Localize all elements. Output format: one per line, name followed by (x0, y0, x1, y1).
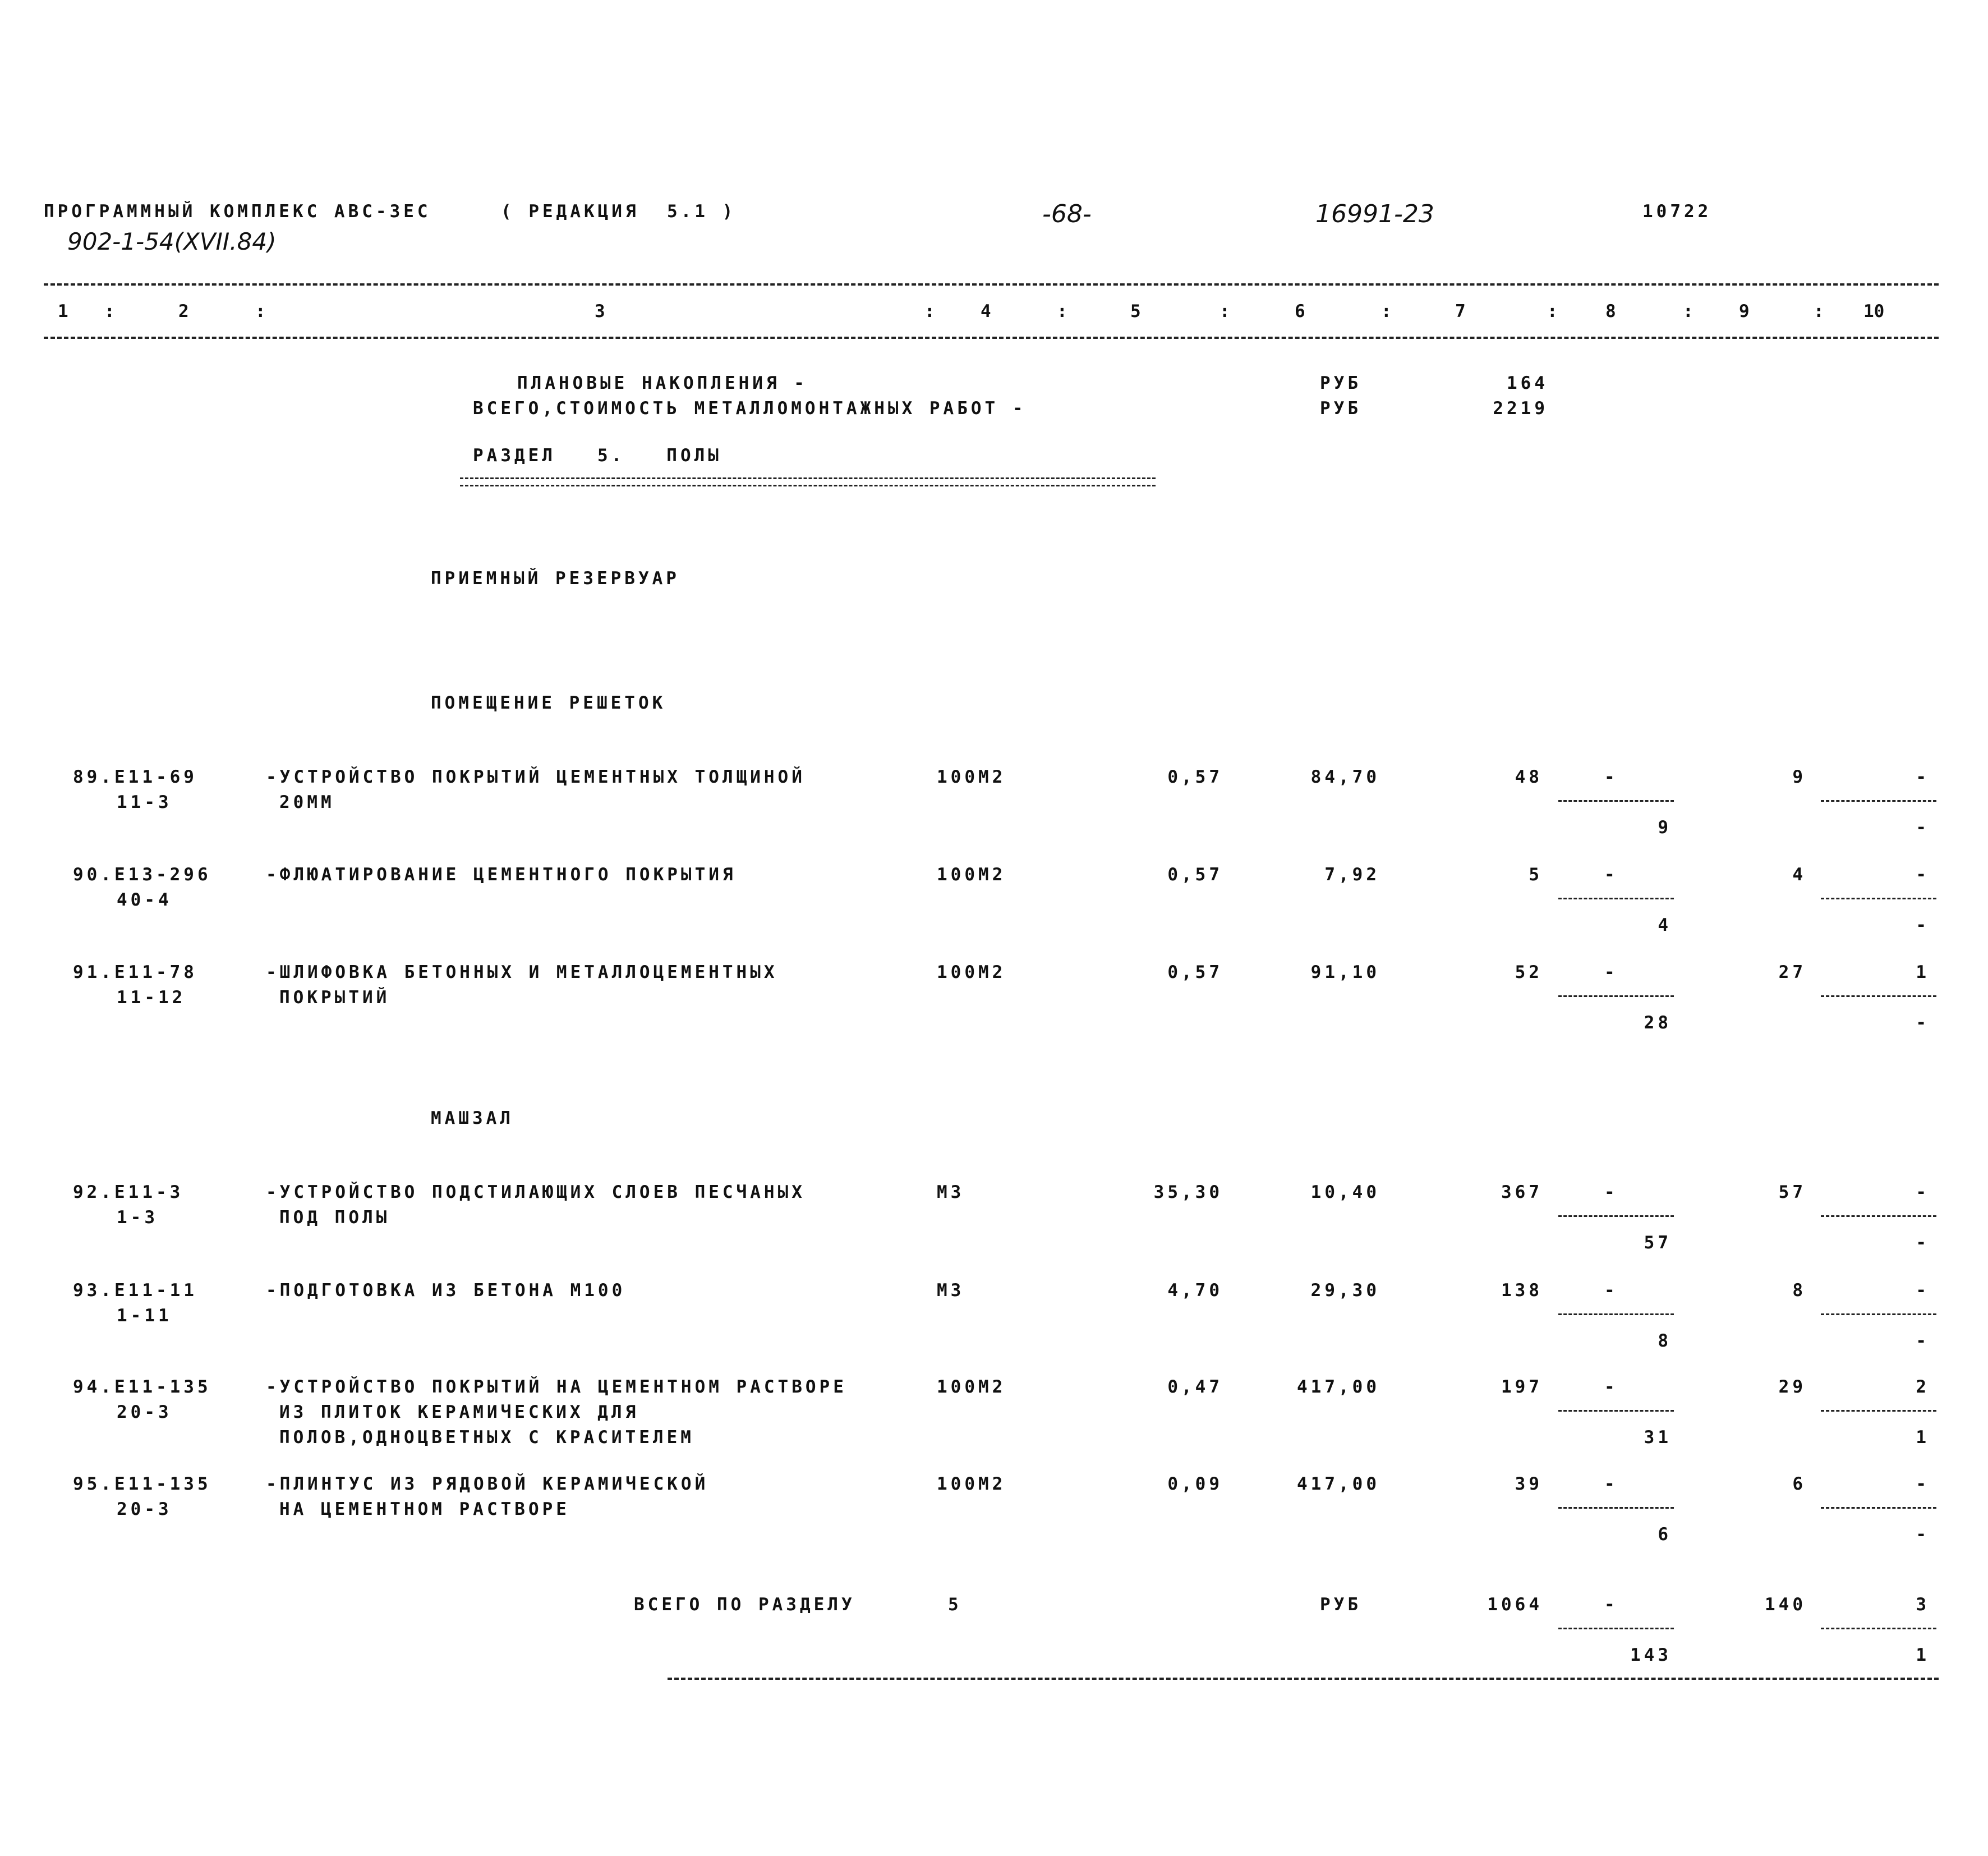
row-unit-price: 29,30 (1310, 1280, 1380, 1301)
row-col8-top: - (1604, 962, 1618, 982)
col-9: 9 (1739, 301, 1750, 321)
row-quantity: 35,30 (1153, 1182, 1223, 1202)
fraction-rule (1821, 1628, 1936, 1629)
row-code: 92.Е11-3 (73, 1182, 184, 1202)
section-title-underline (460, 477, 1156, 486)
row-code: 89.Е11-69 (73, 767, 197, 787)
group-heading: МАШЗАЛ (431, 1108, 514, 1128)
row-description: -ПЛИНТУС ИЗ РЯДОВОЙ КЕРАМИЧЕСКОЙ (266, 1474, 709, 1494)
row-code: 90.Е13-296 (73, 865, 211, 885)
planned-accruals-label: ПЛАНОВЫЕ НАКОПЛЕНИЯ - (517, 373, 808, 393)
row-col8-top: - (1604, 1474, 1618, 1494)
row-unit: 100М2 (937, 1377, 1006, 1397)
row-code: 95.Е11-135 (73, 1474, 211, 1494)
group-heading: ПОМЕЩЕНИЕ РЕШЕТОК (431, 693, 666, 713)
col-10: 10 (1863, 301, 1885, 321)
col-sep: : (255, 301, 266, 321)
row-subcode: 1-11 (117, 1306, 172, 1326)
row-description: 20ММ (279, 792, 335, 812)
row-description: -УСТРОЙСТВО ПОКРЫТИЙ НА ЦЕМЕНТНОМ РАСТВОРЕ (266, 1377, 847, 1397)
section-total-col8-bottom: 143 (1630, 1645, 1672, 1665)
row-total: 39 (1515, 1474, 1543, 1494)
row-unit-price: 417,00 (1297, 1377, 1380, 1397)
total-cost-value: 2219 (1493, 398, 1548, 419)
row-description: ПОЛОВ,ОДНОЦВЕТНЫХ С КРАСИТЕЛЕМ (279, 1427, 694, 1448)
row-subcode: 11-3 (117, 792, 172, 812)
row-description: -ПОДГОТОВКА ИЗ БЕТОНА М100 (266, 1280, 626, 1301)
fraction-rule (1821, 995, 1936, 997)
row-col10-bottom: - (1916, 1331, 1930, 1351)
row-subcode: 1-3 (117, 1207, 158, 1228)
section-total-label: ВСЕГО ПО РАЗДЕЛУ (634, 1595, 855, 1615)
project-number: 902-1-54(XVII.84) (67, 228, 277, 255)
code-number: 10722 (1642, 201, 1712, 222)
row-description: ПОД ПОЛЫ (279, 1207, 390, 1228)
row-col10-top: - (1916, 1182, 1930, 1202)
row-col8-top: - (1604, 1182, 1618, 1202)
row-description: -ШЛИФОВКА БЕТОННЫХ И МЕТАЛЛОЦЕМЕНТНЫХ (266, 962, 778, 982)
row-unit-price: 10,40 (1310, 1182, 1380, 1202)
row-description: НА ЦЕМЕНТНОМ РАСТВОРЕ (279, 1499, 570, 1519)
row-description: ИЗ ПЛИТОК КЕРАМИЧЕСКИХ ДЛЯ (279, 1402, 639, 1422)
row-col8-bottom: 6 (1658, 1524, 1672, 1545)
row-col10-bottom: - (1916, 915, 1930, 935)
col-7: 7 (1455, 301, 1466, 321)
row-col10-top: 2 (1916, 1377, 1930, 1397)
section-total-col10-top: 3 (1916, 1595, 1930, 1615)
row-col10-top: - (1916, 767, 1930, 787)
row-subcode: 20-3 (117, 1402, 172, 1422)
header-bottom-rule (44, 337, 1939, 339)
row-col9: 9 (1792, 767, 1806, 787)
row-col8-bottom: 4 (1658, 915, 1672, 935)
row-total: 5 (1529, 865, 1543, 885)
row-col8-top: - (1604, 1280, 1618, 1301)
fraction-rule (1558, 1507, 1674, 1509)
row-col10-top: 1 (1916, 962, 1930, 982)
row-col9: 8 (1792, 1280, 1806, 1301)
row-total: 367 (1501, 1182, 1543, 1202)
row-col8-bottom: 57 (1644, 1233, 1672, 1253)
row-col10-top: - (1916, 1280, 1930, 1301)
row-quantity: 4,70 (1167, 1280, 1223, 1301)
row-total: 197 (1501, 1377, 1543, 1397)
row-col9: 6 (1792, 1474, 1806, 1494)
col-8: 8 (1605, 301, 1616, 321)
row-quantity: 0,57 (1167, 767, 1223, 787)
row-col8-top: - (1604, 1377, 1618, 1397)
section-total-col9: 140 (1765, 1595, 1806, 1615)
col-sep: : (1381, 301, 1392, 321)
section-total-section: 5 (948, 1595, 962, 1615)
fraction-rule (1558, 898, 1674, 899)
row-unit: М3 (937, 1280, 965, 1301)
row-col8-bottom: 8 (1658, 1331, 1672, 1351)
col-sep: : (1683, 301, 1694, 321)
row-code: 94.Е11-135 (73, 1377, 211, 1397)
col-sep: : (924, 301, 935, 321)
section-title: РАЗДЕЛ 5. ПОЛЫ (473, 445, 722, 466)
row-col10-bottom: 1 (1916, 1427, 1930, 1448)
col-5: 5 (1130, 301, 1141, 321)
fraction-rule (1821, 898, 1936, 899)
row-subcode: 11-12 (117, 987, 186, 1008)
row-col9: 29 (1778, 1377, 1806, 1397)
edition-label: ( РЕДАКЦИЯ 5.1 ) (501, 201, 737, 222)
section-total-value: 1064 (1487, 1595, 1543, 1615)
col-sep: : (1057, 301, 1067, 321)
row-col10-top: - (1916, 1474, 1930, 1494)
col-2: 2 (178, 301, 189, 321)
row-quantity: 0,09 (1167, 1474, 1223, 1494)
section-total-unit: РУБ (1320, 1595, 1361, 1615)
row-unit: 100М2 (937, 865, 1006, 885)
fraction-rule (1821, 1215, 1936, 1217)
col-sep: : (1814, 301, 1824, 321)
row-col8-bottom: 28 (1644, 1013, 1672, 1033)
row-description: ПОКРЫТИЙ (279, 987, 390, 1008)
row-quantity: 0,47 (1167, 1377, 1223, 1397)
row-col10-bottom: - (1916, 1013, 1930, 1033)
row-description: -ФЛЮАТИРОВАНИЕ ЦЕМЕНТНОГО ПОКРЫТИЯ (266, 865, 737, 885)
row-col9: 4 (1792, 865, 1806, 885)
row-unit-price: 84,70 (1310, 767, 1380, 787)
row-unit: 100М2 (937, 767, 1006, 787)
total-cost-unit: РУБ (1320, 398, 1361, 419)
header-top-rule (44, 283, 1939, 286)
row-code: 93.Е11-11 (73, 1280, 197, 1301)
row-unit: М3 (937, 1182, 965, 1202)
fraction-rule (1821, 800, 1936, 802)
row-total: 52 (1515, 962, 1543, 982)
col-4: 4 (981, 301, 991, 321)
section-total-col10-bottom: 1 (1916, 1645, 1930, 1665)
col-6: 6 (1295, 301, 1305, 321)
row-description: -УСТРОЙСТВО ПОКРЫТИЙ ЦЕМЕНТНЫХ ТОЛЩИНОЙ (266, 767, 806, 787)
section-total-rule (668, 1678, 1939, 1680)
row-unit-price: 7,92 (1324, 865, 1380, 885)
group-heading: ПРИЕМНЫЙ РЕЗЕРВУАР (431, 568, 680, 589)
row-col9: 27 (1778, 962, 1806, 982)
row-unit: 100М2 (937, 1474, 1006, 1494)
row-unit-price: 417,00 (1297, 1474, 1380, 1494)
row-col9: 57 (1778, 1182, 1806, 1202)
fraction-rule (1821, 1410, 1936, 1412)
fraction-rule (1558, 995, 1674, 997)
row-unit-price: 91,10 (1310, 962, 1380, 982)
planned-accruals-unit: РУБ (1320, 373, 1361, 393)
program-name: ПРОГРАММНЫЙ КОМПЛЕКС АВС-3ЕС (44, 201, 431, 222)
row-total: 48 (1515, 767, 1543, 787)
row-col10-top: - (1916, 865, 1930, 885)
row-col10-bottom: - (1916, 1524, 1930, 1545)
row-col8-top: - (1604, 865, 1618, 885)
section-total-col8-top: - (1604, 1595, 1618, 1615)
row-quantity: 0,57 (1167, 962, 1223, 982)
row-col10-bottom: - (1916, 1233, 1930, 1253)
fraction-rule (1558, 1313, 1674, 1315)
row-unit: 100М2 (937, 962, 1006, 982)
col-1: 1 (58, 301, 68, 321)
row-col8-top: - (1604, 767, 1618, 787)
row-code: 91.Е11-78 (73, 962, 197, 982)
page-number: -68- (1042, 200, 1092, 228)
col-3: 3 (595, 301, 605, 321)
fraction-rule (1558, 1410, 1674, 1412)
row-col10-bottom: - (1916, 817, 1930, 838)
fraction-rule (1821, 1313, 1936, 1315)
planned-accruals-value: 164 (1507, 373, 1548, 393)
fraction-rule (1558, 1215, 1674, 1217)
fraction-rule (1558, 800, 1674, 802)
document-number: 16991-23 (1315, 200, 1434, 228)
col-sep: : (1547, 301, 1558, 321)
row-quantity: 0,57 (1167, 865, 1223, 885)
row-col8-bottom: 9 (1658, 817, 1672, 838)
col-sep: : (104, 301, 115, 321)
row-subcode: 40-4 (117, 890, 172, 910)
total-cost-label: ВСЕГО,СТОИМОСТЬ МЕТАЛЛОМОНТАЖНЫХ РАБОТ - (473, 398, 1027, 419)
row-subcode: 20-3 (117, 1499, 172, 1519)
row-total: 138 (1501, 1280, 1543, 1301)
row-description: -УСТРОЙСТВО ПОДСТИЛАЮЩИХ СЛОЕВ ПЕСЧАНЫХ (266, 1182, 806, 1202)
fraction-rule (1558, 1628, 1674, 1629)
row-col8-bottom: 31 (1644, 1427, 1672, 1448)
col-sep: : (1220, 301, 1230, 321)
fraction-rule (1821, 1507, 1936, 1509)
